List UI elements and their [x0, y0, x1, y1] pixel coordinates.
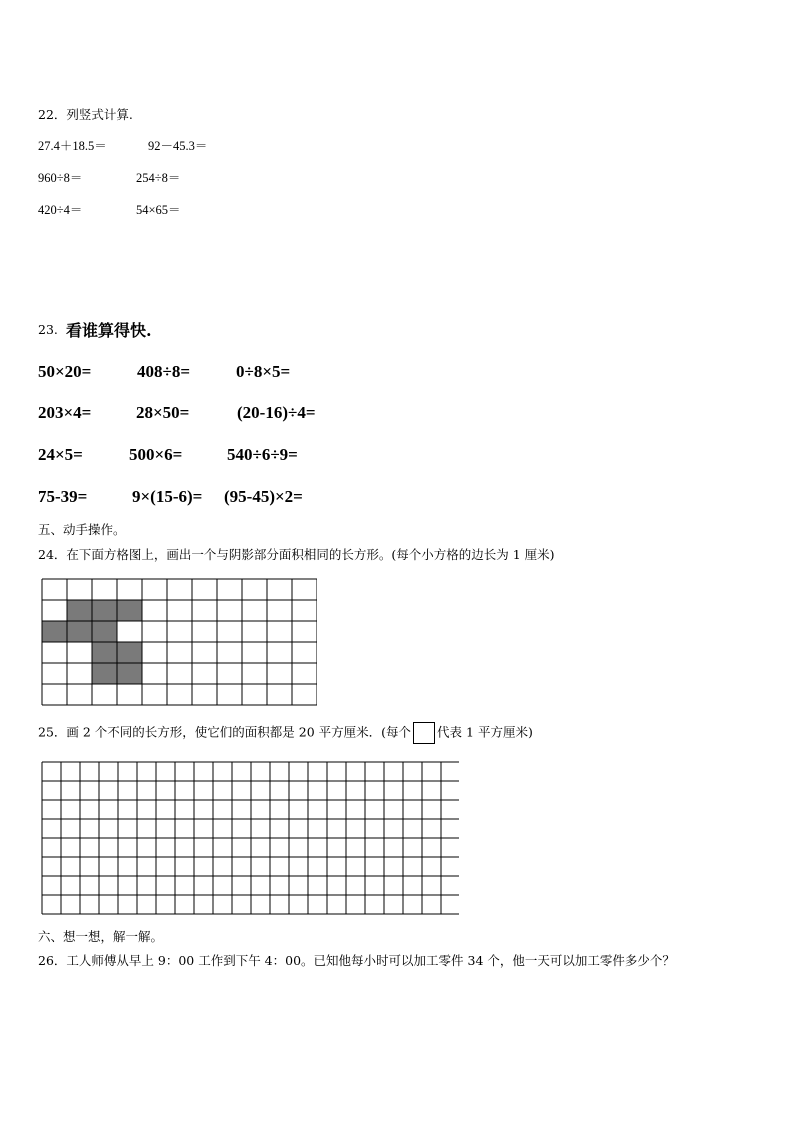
q25-prompt-start: 25．画 2 个不同的长方形，使它们的面积都是 20 平方厘米．(每个	[38, 724, 412, 740]
shaded-cell	[67, 621, 92, 642]
shaded-cell	[92, 621, 117, 642]
shaded-cell	[92, 600, 117, 621]
shaded-cell	[117, 663, 142, 684]
q22-expr-1-2: 92－45.3＝	[148, 139, 208, 153]
q23-expr-2-3: (20-16)÷4=	[237, 403, 316, 422]
q23-expr-3-2: 500×6=	[129, 445, 183, 464]
q23-expr-2-1: 203×4=	[38, 403, 92, 422]
q26-prompt: 26．工人师傅从早上 9：00 工作到下午 4：00。已知他每小时可以加工零件 34 个，他一天可以加工零件多少个？	[38, 953, 675, 968]
q23-title: 看谁算得快.	[66, 321, 152, 340]
shaded-cell	[67, 600, 92, 621]
q24-prompt: 24．在下面方格图上，画出一个与阴影部分面积相同的长方形。(每个小方格的边长为 1 厘米)	[38, 547, 555, 562]
q23-expr-3-3: 540÷6÷9=	[227, 445, 298, 464]
q23-expr-4-3: (95-45)×2=	[224, 487, 303, 506]
shaded-cell	[92, 642, 117, 663]
q22-expr-1-1: 27.4＋18.5＝	[38, 139, 107, 153]
q22-expr-3-2: 54×65＝	[136, 203, 181, 217]
q23-expr-4-1: 75-39=	[38, 487, 88, 506]
q23-expr-3-1: 24×5=	[38, 445, 83, 464]
q22-expr-2-2: 254÷8＝	[136, 171, 181, 185]
q23-expr-1-1: 50×20=	[38, 362, 92, 381]
q25-prompt-end: 代表 1 平方厘米)	[437, 724, 533, 740]
unit-square-icon	[413, 722, 435, 744]
shaded-cell	[92, 663, 117, 684]
q23-number: 23.	[38, 322, 58, 337]
section-6-heading: 六、想一想，解一解。	[38, 929, 164, 944]
q25-prompt	[38, 722, 533, 744]
q22-title: 22．列竖式计算.	[38, 107, 133, 122]
q25-grid[interactable]	[41, 761, 459, 915]
q23-expr-1-2: 408÷8=	[137, 362, 191, 381]
q23-expr-4-2: 9×(15-6)=	[132, 487, 203, 506]
q22-expr-2-1: 960÷8＝	[38, 171, 83, 185]
section-5-heading: 五、动手操作。	[38, 522, 126, 537]
q24-grid[interactable]	[41, 578, 317, 706]
q22-expr-3-1: 420÷4＝	[38, 203, 83, 217]
shaded-cell	[117, 600, 142, 621]
q23-expr-1-3: 0÷8×5=	[236, 362, 291, 381]
shaded-cell	[117, 642, 142, 663]
q23-expr-2-2: 28×50=	[136, 403, 190, 422]
shaded-cell	[42, 621, 67, 642]
